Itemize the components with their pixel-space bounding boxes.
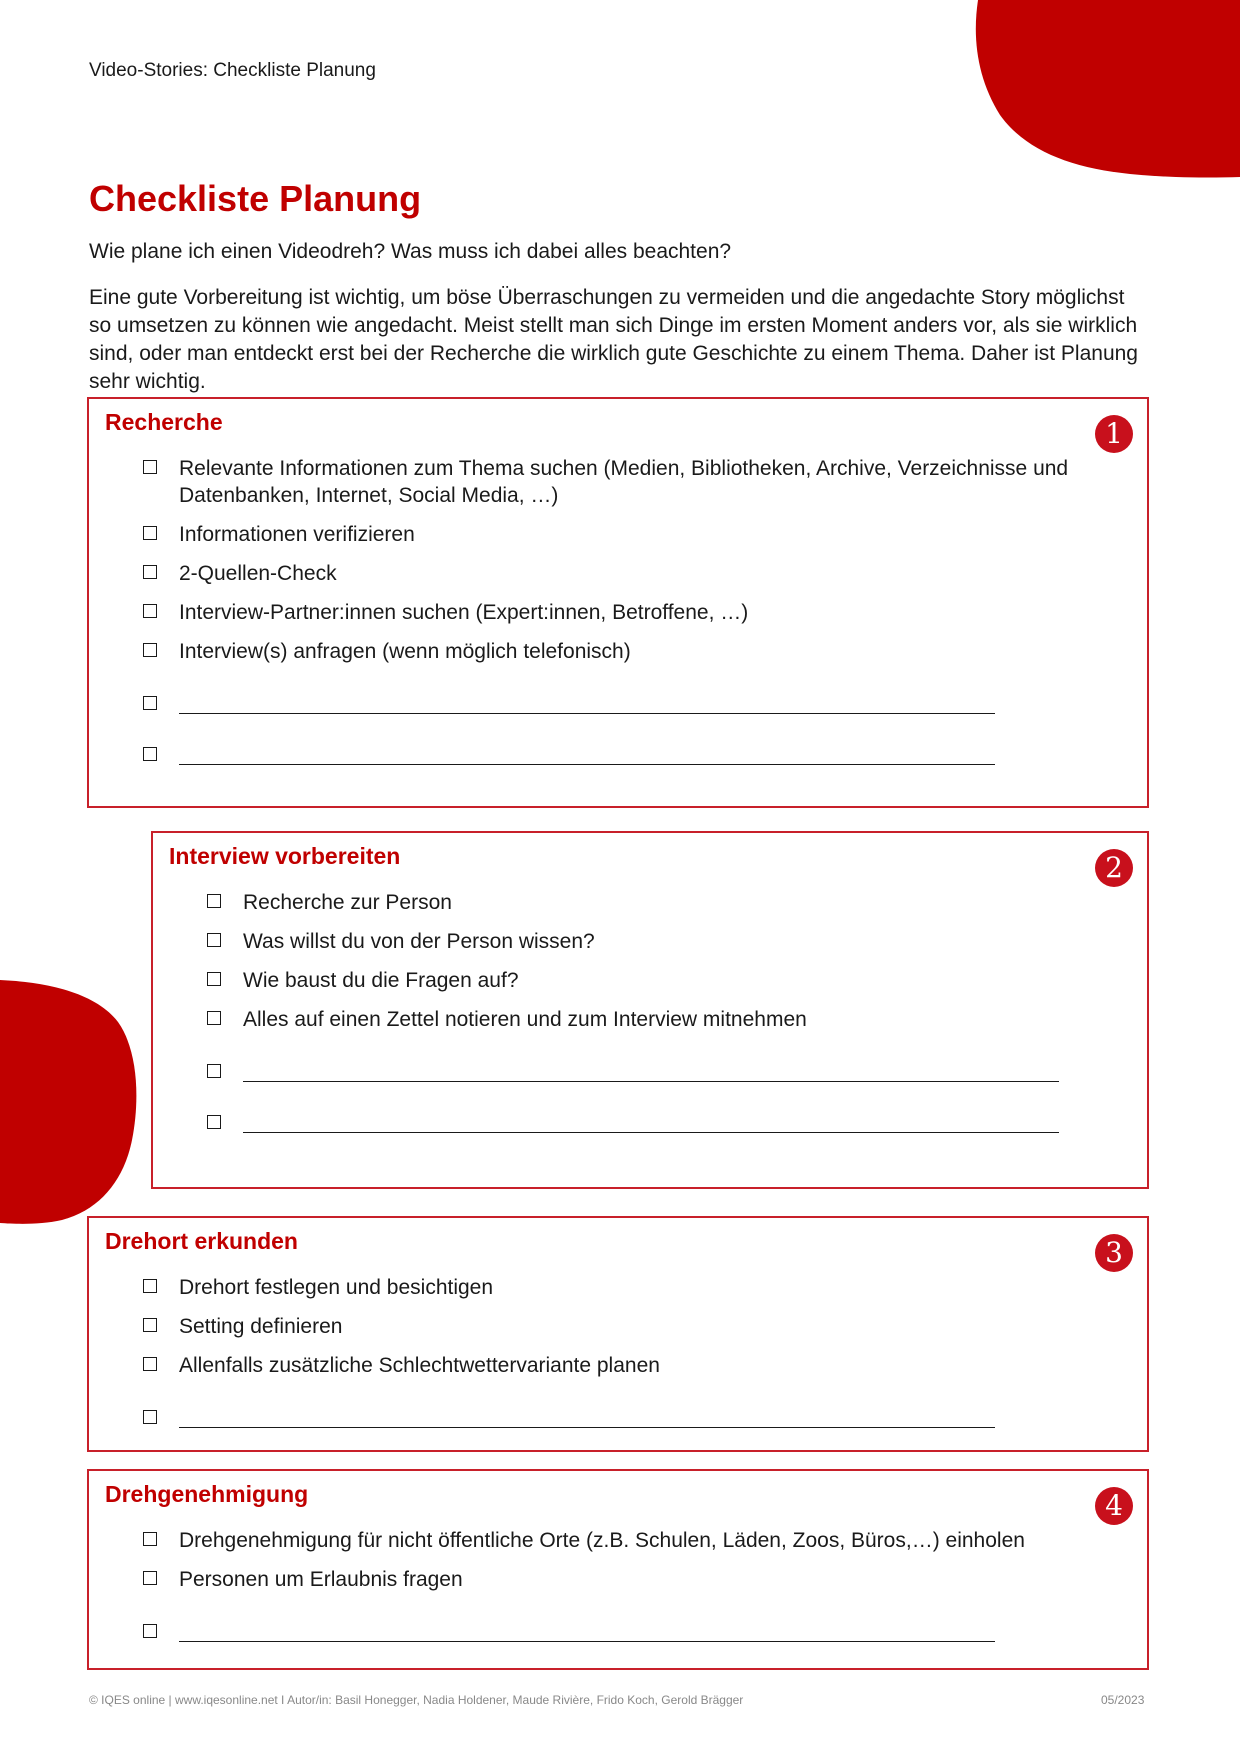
checklist <box>207 889 1117 1135</box>
blank-checklist-item[interactable] <box>207 1056 1117 1084</box>
checklist <box>143 455 1117 767</box>
checkbox[interactable] <box>143 1571 157 1585</box>
checklist-item-label: Informationen verifizieren <box>179 523 415 546</box>
checkbox[interactable] <box>143 1318 157 1332</box>
checklist-item-label: Personen um Erlaubnis fragen <box>179 1568 463 1591</box>
checkbox[interactable] <box>143 1357 157 1371</box>
checklist-item-label: Setting definieren <box>179 1315 343 1338</box>
checkbox[interactable] <box>143 1410 157 1424</box>
checklist <box>143 1527 1127 1644</box>
footer-date: 05/2023 <box>1101 1693 1145 1707</box>
checklist-item-label: Relevante Informationen zum Thema suchen (Medien, Bibliotheken, Archive, Verzeichnisse und Datenbanken, Internet, Social Media, …) <box>179 457 1069 507</box>
header-title: Video-Stories: Checkliste Planung <box>89 60 376 81</box>
checklist-item[interactable] <box>207 889 1117 916</box>
footer-credits: © IQES online | www.iqesonline.net I Autor/in: Basil Honegger, Nadia Holdener, Maude Rivière, Frido Koch, Gerold Brägger <box>89 1693 744 1707</box>
decorative-shape-left <box>0 980 140 1225</box>
decorative-shape-top-right <box>970 0 1240 180</box>
blank-write-line[interactable] <box>179 713 995 714</box>
checkbox[interactable] <box>143 565 157 579</box>
checkbox[interactable] <box>143 696 157 710</box>
section-interview-vorbereiten <box>151 831 1149 1189</box>
checklist <box>143 1274 1117 1430</box>
checkbox[interactable] <box>207 933 221 947</box>
page-title: Checkliste Planung <box>89 178 422 219</box>
checklist-item-label: Alles auf einen Zettel notieren und zum Interview mitnehmen <box>243 1008 807 1031</box>
checkbox[interactable] <box>143 526 157 540</box>
blank-write-line[interactable] <box>243 1081 1059 1082</box>
checklist-item-label: 2-Quellen-Check <box>179 562 337 585</box>
number-1-badge: 1 <box>1095 415 1133 453</box>
checklist-item-label: Recherche zur Person <box>243 891 452 914</box>
blank-write-line[interactable] <box>179 1427 995 1428</box>
section-title: Drehgenehmigung <box>105 1481 309 1507</box>
blank-write-line[interactable] <box>243 1132 1059 1133</box>
checkbox[interactable] <box>143 1624 157 1638</box>
checklist-item[interactable] <box>143 1274 1117 1301</box>
section-drehort-erkunden <box>87 1216 1149 1452</box>
section-drehgenehmigung <box>87 1469 1149 1670</box>
section-recherche <box>87 397 1149 808</box>
checkbox[interactable] <box>143 604 157 618</box>
checkbox[interactable] <box>207 972 221 986</box>
blank-write-line[interactable] <box>179 1641 995 1642</box>
checklist-item[interactable] <box>143 1313 1117 1340</box>
number-2-badge: 2 <box>1095 849 1133 887</box>
checkbox[interactable] <box>207 894 221 908</box>
checklist-item[interactable] <box>143 455 1117 509</box>
checkbox[interactable] <box>143 643 157 657</box>
checklist-item[interactable] <box>143 638 1117 665</box>
checklist-item-label: Drehgenehmigung für nicht öffentliche Orte (z.B. Schulen, Läden, Zoos, Büros,…) einholen <box>179 1529 1025 1552</box>
intro-text: Wie plane ich einen Videodreh? Was muss ich dabei alles beachten? <box>89 240 732 263</box>
checklist-item[interactable] <box>207 1006 1117 1033</box>
checklist-item-label: Drehort festlegen und besichtigen <box>179 1276 494 1299</box>
checkbox[interactable] <box>207 1011 221 1025</box>
number-3-badge: 3 <box>1095 1234 1133 1272</box>
checkbox[interactable] <box>207 1115 221 1129</box>
checklist-item-label: Interview-Partner:innen suchen (Expert:innen, Betroffene, …) <box>179 601 749 624</box>
checklist-item[interactable] <box>143 1352 1117 1379</box>
checkbox[interactable] <box>143 747 157 761</box>
checklist-item[interactable] <box>143 560 1117 587</box>
checklist-item[interactable] <box>207 928 1117 955</box>
blank-write-line[interactable] <box>179 764 995 765</box>
blank-checklist-item[interactable] <box>143 1402 1117 1430</box>
blank-checklist-item[interactable] <box>143 1616 1127 1644</box>
checkbox[interactable] <box>207 1064 221 1078</box>
checkbox[interactable] <box>143 1279 157 1293</box>
body-text: Eine gute Vorbereitung ist wichtig, um böse Überraschungen zu vermeiden und die angedachte Story möglichst so umsetzen zu können wie angedacht. Meist stellt man sich Dinge im ersten Moment anders vor, als sie wirklich sind, oder man entdeckt erst bei der Recherche die wirklich gute Geschichte zu einem Thema. Daher ist Planung sehr wichtig. <box>89 286 1138 393</box>
blank-checklist-item[interactable] <box>143 688 1117 716</box>
checkbox[interactable] <box>143 460 157 474</box>
checklist-item[interactable] <box>207 967 1117 994</box>
section-title: Recherche <box>105 409 223 435</box>
checklist-item-label: Interview(s) anfragen (wenn möglich telefonisch) <box>179 640 631 663</box>
blank-checklist-item[interactable] <box>207 1107 1117 1135</box>
checklist-item[interactable] <box>143 599 1117 626</box>
section-title: Drehort erkunden <box>105 1228 298 1254</box>
checklist-item-label: Allenfalls zusätzliche Schlechtwettervariante planen <box>179 1354 660 1377</box>
blank-checklist-item[interactable] <box>143 739 1117 767</box>
checklist-item[interactable] <box>143 1566 1127 1593</box>
checkbox[interactable] <box>143 1532 157 1546</box>
checklist-item-label: Was willst du von der Person wissen? <box>243 930 595 953</box>
section-title: Interview vorbereiten <box>169 843 401 869</box>
checklist-item[interactable] <box>143 1527 1127 1554</box>
checklist-item-label: Wie baust du die Fragen auf? <box>243 969 519 992</box>
checklist-item[interactable] <box>143 521 1117 548</box>
number-4-badge: 4 <box>1095 1487 1133 1525</box>
